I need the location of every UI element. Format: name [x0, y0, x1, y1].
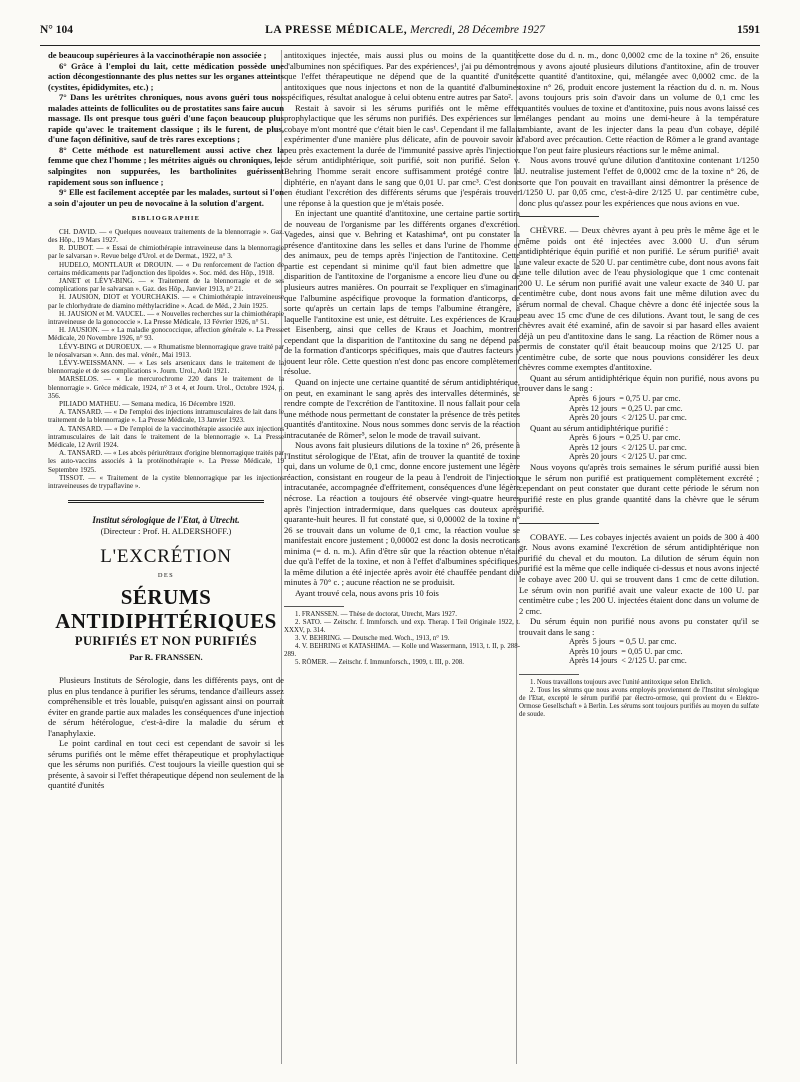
- page-header: [40, 24, 760, 44]
- paragraph: 6° Grâce à l'emploi du lait, cette médication possède une action décongestionnante des plus nettes sur les organes atteints (cystites, épididymites, etc.) ;: [48, 60, 284, 92]
- paragraph: cette dose du d. n. m., donc 0,0002 cmc de la toxine n° 26, ensuite nous y avons ajouté plusieurs dilutions d'antitoxine, afin de trouver cette quantité d'antitoxine, qui, mélangée avec 0,0002 cmc. de la toxine n° 26, produit encore justement la réaction du d. n. m. Nous avons toujours pris soin d'avoir dans un volume de 0,1 cmc les quantités voulues de toxine et d'antitoxine, puis nous avons laissé ces mélanges pendant au moins une demi-heure à la température ambiante, avant de les injecter dans la peau d'un cobaye, dépilé d'abord avec précaution. Cette réaction de Römer a le grand avantage que l'on peut faire plusieurs réactions sur le même animal.: [519, 50, 759, 155]
- result-line: Après 20 jours < 2/125 U. par cmc.: [569, 452, 687, 462]
- section-separator: [519, 523, 599, 524]
- result-line: Après 6 jours = 0,25 U. par cmc.: [569, 433, 681, 443]
- bibliography-entry: A. TANSARD. — « De l'emploi des injections intramusculaires de lait dans le traitement de la blennorragie ». La Presse Médicale, 13 Janvier 1923.: [48, 408, 284, 425]
- paragraph: Nous voyons qu'après trois semaines le sérum purifié aussi bien que le sérum non purifié est pratiquement complètement excrété ; cependant on peut constater que durant cette période le sérum non purifié reste en plus grande quantité dans la chèvre que le sérum purifié.: [519, 462, 759, 515]
- paragraph-chevre: CHÈVRE. — Deux chèvres ayant à peu près le même âge et le même poids ont été injectées avec 3.000 U. d'un sérum antidiphtérique équin purifié et non purifié. Le sérum purifié¹ avait une valeur exacte de 520 U. par centimètre cube, dont nous avons fait une telle dilution avec de l'eau physiologique que 1 cmc contenait 200 U. Le sérum non purifié avait une valeur exacte de 340 U. par centimètre cube, dont nous avons fait une même dilution avec du sérum normal de cheval. Chaque chèvre a donc été injectée sous la peau avec 15 cmc d'une de ces dilutions. Avant tout, le sang de ces chèvres avait été examiné, afin de savoir si par hasard elles avaient déjà un peu d'antitoxine dans le sang. La réaction de Römer nous a permis de constater qu'il était beaucoup moins que 2/125 U. par centimètre cube, de sorte que nous pouvions considérer les deux chèvres comme exemptes d'antitoxine.: [519, 225, 759, 373]
- bibliography-entry: H. JAUSION, DIOT et YOURCHAKIS. — « Chimiothérapie intraveineuse par le chlorhydrate de diamino méthylacridine ». Acad. de Méd., 2 Juin 1925.: [48, 293, 284, 310]
- result-line: Après 5 jours = 0,5 U. par cmc.: [569, 637, 677, 647]
- footnote: 1. Nous travaillons toujours avec l'unité antitoxique selon Ehrlich.: [530, 679, 713, 687]
- column-3: [519, 50, 759, 1064]
- paragraph: Le point cardinal en tout ceci est cependant de savoir si les sérums purifiés ont le même effet thérapeutique et prophylactique que les sérums non purifiés. C'est toujours la vieille question qui se présente, à savoir si l'effet thérapeutique dépend non seulement de la quantité d'unités: [48, 738, 284, 791]
- bibliography-entry: H. JAUSION et M. VAUCEL. — « Nouvelles recherches sur la chimiothérapie intraveineuse de la gonococcie ». La Presse Médicale, 13 Février 1926, n° 51.: [48, 309, 284, 326]
- bibliography-entry: LÉVY-BING et DUROEUX. — « Rhumatisme blennorragique grave traité par le néosalvarsan ». Ann. des mal. vénér., Mai 1913.: [48, 342, 284, 359]
- paragraph: 8° Cette méthode est naturellement aussi active chez la femme que chez l'homme ; les métrites aiguës ou chroniques, les salpingites non suppurées, les bartholinites guérissent rapidement sous son influence ;: [48, 144, 284, 187]
- issue-number: N° 104: [40, 24, 74, 36]
- article-title-line-2: SÉRUMS ANTIDIPHTÉRIQUES: [55, 584, 277, 633]
- paragraph: de beaucoup supérieures à la vaccinothérapie non associée ;: [48, 50, 267, 60]
- footnote: 4. V. BEHRING et KATASHIMA. — Kolle und Wassermann, 1913, t. II, p. 288-289.: [284, 643, 520, 659]
- issue-date: Mercredi, 28 Décembre 1927: [407, 24, 545, 36]
- page-number: 1591: [736, 24, 760, 36]
- bibliography-entry: JANET et LÉVY-BING. — « Traitement de la blennorragie et de ses complications par le salvarsan ». Gaz. des Hôp., Janvier 1913, n° 21.: [48, 276, 284, 294]
- paragraph: En injectant une quantité d'antitoxine, une certaine partie sortira de nouveau de l'organisme par les différents organes d'excrétion. Vagedes, ainsi que v. Behring et Katashima⁴, ont pu constater la présence d'antitoxine dans les selles et dans l'urine de l'homme et des animaux, peu de temps après l'injection de l'antitoxine. Cette partie est cependant si minime qu'il faut bien admettre que la disparition de l'antitoxine de l'organisme a encore lieu d'une ou de plusieurs autres manières. On pourrait se l'expliquer en s'imaginant que l'albumine aspécifique provoque la formation d'anticorps, de sorte qu'après un certain laps de temps l'albumine étrangère, à laquelle l'antitoxine est unie, est détruite. Les expériences de Kraus et Eisenberg, ainsi que celles de Kraus et Joachim, montrent cependant que la disparition de l'antitoxine du sang ne dépend pas de la formation d'anticorps spécifiques, mais que d'autres facteurs y jouent leur rôle. Cette question n'est donc pas encore complètement résolue.: [284, 208, 520, 377]
- bibliography-entry: CH. DAVID. — « Quelques nouveaux traitements de la blennorragie ». Gaz. des Hôp., 19 Mars 1927.: [48, 227, 284, 244]
- paragraph: Quant au sérum antidiphtérique équin non purifié, nous avons pu trouver dans le sang :: [519, 372, 759, 394]
- footnote: 2. Tous les sérums que nous avons employés proviennent de l'Institut sérologique de l'Etat, excepté le sérum purifié par électro-ormose, qui provient du « Elektro-Ormose Gesellschaft » à Berlin. Les sérums sont toujours purifiés au moyen du sulfate de soude.: [519, 687, 759, 719]
- paragraph: Plusieurs Instituts de Sérologie, dans les différents pays, ont de plus en plus tendance à purifier les sérums, tendance d'ailleurs assez compréhensible et très louable, puisqu'en agissant ainsi on pourrait éviter en grande partie aux malades les conséquences d'une injection de sérum hétérologue, c'est-à-dire la maladie du sérum et l'anaphylaxie.: [48, 674, 284, 738]
- paragraph: Ayant trouvé cela, nous avons pris 10 fois: [295, 587, 439, 598]
- footnote-rule: [284, 606, 344, 607]
- footnote-rule: [519, 674, 579, 675]
- footnote: 1. FRANSSEN. — Thèse de doctorat, Utrecht, Mars 1927.: [295, 611, 457, 619]
- column-2: [284, 50, 520, 1064]
- paragraph: Quand on injecte une certaine quantité de sérum antidiphtérique, on peut, en examinant le sang après des intervalles déterminés, se rendre compte de l'excrétion de l'antitoxine. Il nous fallait pour cela une méthode nous permettant de constater la présence de très petites quantités d'antitoxine. Nous nous sommes donc servis de la réaction intracutanée de Römer⁵, selon le mode de travail suivant.: [284, 376, 520, 440]
- paragraph: Nous avons fait plusieurs dilutions de la toxine n° 26, présente à l'Institut sérologique de l'Etat, afin de trouver la quantité de toxine qui, dans un volume de 0,1 cmc, donne encore justement une légère réaction, consistant en rougeur de la peau à l'endroit de l'injection intracutanée, accompagnée d'effritement, conséquences d'une légère nécrose. La réaction a toujours été observée vingt-quatre heures après l'injection intradermique, dans quelques cas douteux après quarante-huit heures. Il fut constaté que, si 0,00002 de la toxine n° 26 se trouvait dans un volume de 0,1 cmc, la réaction voulue se manifestait encore justement ; 0,00002 est donc la dosis necroticans minima (= d. n. m.). Afin d'être sûr que la réaction obtenue n'était due qu'à l'effet de la toxine, et non à l'effet d'albumines spécifiques, la même dilution a été injectée après avoir été chauffée pendant dix minutes à 70° c. ; aucune réaction ne se produisit.: [284, 440, 520, 588]
- bibliography-heading: BIBLIOGRAPHIE: [131, 215, 201, 223]
- footnote: 5. RÖMER. — Zeitschr. f. Immunforsch., 1909, t. III, p. 208.: [295, 659, 464, 667]
- paragraph: Restait à savoir si les sérums purifiés ont le même effet prophylactique que les sérums non purifiés. Des expériences sur le cobaye m'ont montré que c'était bien le cas¹. Cependant il me fallait expérimenter d'une manière plus délicate, afin de pouvoir savoir à peu près exactement la durée de l'immunité passive après l'injection de sérum antidiphtérique, soit purifié, soit non purifié. Selon v. Behring l'homme serait encore suffisamment protégé contre la diphtérie, en n'ayant dans le sang que 0,01 U. par cmc³. C'est donc en étudiant l'excrétion des différents sérums que j'espérais trouver une réponse à la question que je m'étais posée.: [284, 102, 520, 208]
- paragraph: antitoxiques injectée, mais aussi plus ou moins de la quantité d'albumines non spécifiques. Par des expériences¹, j'ai pu démontrer que l'effet thérapeutique ne dépend que de la quantité d'unités antitoxiques que nous injectons et non de la quantité d'albumines spécifiques, résultat analogue à celui obtenu entre autres par Sato².: [284, 50, 520, 103]
- result-line: Après 14 jours < 2/125 U. par cmc.: [569, 656, 687, 666]
- journal-title: [265, 24, 545, 36]
- footnote: 3. V. BEHRING. — Deutsche med. Woch., 1913, n° 19.: [295, 635, 450, 643]
- section-rule: [68, 500, 264, 503]
- section-separator: [519, 216, 599, 217]
- journal-name: LA PRESSE MÉDICALE,: [265, 24, 408, 36]
- bibliography-entry: PILIADO MATHEU. — Semana medica, 16 Décembre 1920.: [59, 400, 236, 409]
- article-author: Par R. FRANSSEN.: [129, 652, 203, 663]
- bibliography-entry: MARSELOS. — « Le mercurochrome 220 dans le traitement de la blennorragie ». Grèce médicale, 1924, n° 3 et 4, et Journ. Urol., Octobre 1924, p. 356.: [48, 375, 284, 400]
- bibliography-entry: A. TANSARD. — « De l'emploi de la vaccinothérapie associée aux injections intramusculaires de lait dans le traitement de la blennorragie ». La Presse Médicale, 12 Avril 1924.: [48, 424, 284, 450]
- paragraph-cobaye: COBAYE. — Les cobayes injectés avaient un poids de 300 à 400 gr. Nous avons examiné l'excrétion de sérum antidiphtérique non purifié du cheval et du mouton. La dilution de sérum équin non purifié est la même que celle indiquée ci-dessus et nous avons injecté le cobaye avec 200 U. qui se trouvent dans 1 cmc de cette dilution. Le sérum ovin non purifié avait une valeur exacte de 100 U. par centimètre cube ; les 200 U. injectées étaient donc dans un volume de 2 cmc.: [519, 531, 759, 616]
- bibliography-entry: H. JAUSION. — « La maladie gonococcique, affection générale ». La Presse Médicale, 20 Novembre 1926, n° 93.: [48, 326, 284, 343]
- bibliography-entry: TISSOT. — « Traitement de la cystite blennorragique par les injections intraveineuses de trypaflavine ».: [48, 473, 284, 491]
- institute-line: Institut sérologique de l'Etat, à Utrecht.: [92, 515, 240, 526]
- bibliography-entry: A. TANSARD. — « Les abcès périurétraux d'origine blennorragique traités par les auto-vaccins associés à la protéinothérapie ». La Presse Médicale, 19 Septembre 1925.: [48, 449, 284, 474]
- result-line: Après 12 jours < 2/125 U. par cmc.: [569, 442, 687, 452]
- article-title-connector: DES: [157, 572, 175, 580]
- column-1: [48, 50, 284, 1064]
- header-rule: [40, 45, 760, 46]
- paragraph: 7° Dans les urétrites chroniques, nous avons guéri tous nos malades atteints de folliculites ou de prostatites sans faire aucun massage. Ils ont presque tous guéri d'une façon beaucoup plus rapide qu'avec le traitement classique ; ils le furent, de plus, d'une façon définitive, sauf de très rares exceptions ;: [48, 92, 284, 145]
- director-line: (Directeur : Prof. H. ALDERSHOFF.): [100, 525, 232, 536]
- footnote: 2. SATO. — Zeitschr. f. Immforsch. und exp. Therap. I Teil Originale 1922, t. XXXV, p. 314.: [284, 619, 520, 635]
- paragraph: Du sérum équin non purifié nous avons pu constater qu'il se trouvait dans le sang :: [519, 616, 759, 637]
- result-line: Après 6 jours = 0,75 U. par cmc.: [569, 393, 681, 403]
- paragraph: 9° Elle est facilement acceptée par les malades, surtout si l'on a soin d'ajouter un peu de novocaïne à la solution d'argent.: [48, 187, 284, 208]
- result-line: Après 12 jours = 0,25 U. par cmc.: [569, 403, 683, 413]
- result-line: Après 20 jours < 2/125 U. par cmc.: [569, 413, 687, 423]
- article-title-line-3: PURIFIÉS ET NON PURIFIÉS: [74, 633, 258, 648]
- paragraph: Nous avons trouvé qu'une dilution d'antitoxine contenant 1/1250 U. neutralise justement l'effet de 0,0002 cmc de la toxine n° 26, de sorte que l'on pouvait en travaillant ainsi démontrer la présence de 1/1250 U. par 0,05 cmc, c'est-à-dire 2/125 U. par centimètre cube, donc plus qu'assez pour les expériences que nous avions en vue.: [519, 155, 759, 208]
- article-title-line-1: L'EXCRÉTION: [100, 546, 232, 568]
- bibliography-entry: R. DUBOT. — « Essai de chimiothérapie intraveineuse dans la blennorragie par le salvarsan ». Revue belge d'Urol. et de Dermat., 1922, n° 3.: [48, 244, 284, 261]
- bibliography-entry: LÉVY-WEISSMANN. — « Les sels arsenicaux dans le traitement de la blennorragie et de ses complications ». Journ. Urol., Août 1921.: [48, 359, 284, 376]
- result-line: Après 10 jours = 0,05 U. par cmc.: [569, 646, 683, 656]
- paragraph: Quant au sérum antidiphtérique purifié :: [530, 422, 669, 433]
- bibliography-entry: HUDELO, MONTLAUR et DROUIN. — « Du renforcement de l'action de certains médicaments par l'adjonction des lipoïdes ». Soc. méd. des Hôp., 1918.: [48, 260, 284, 277]
